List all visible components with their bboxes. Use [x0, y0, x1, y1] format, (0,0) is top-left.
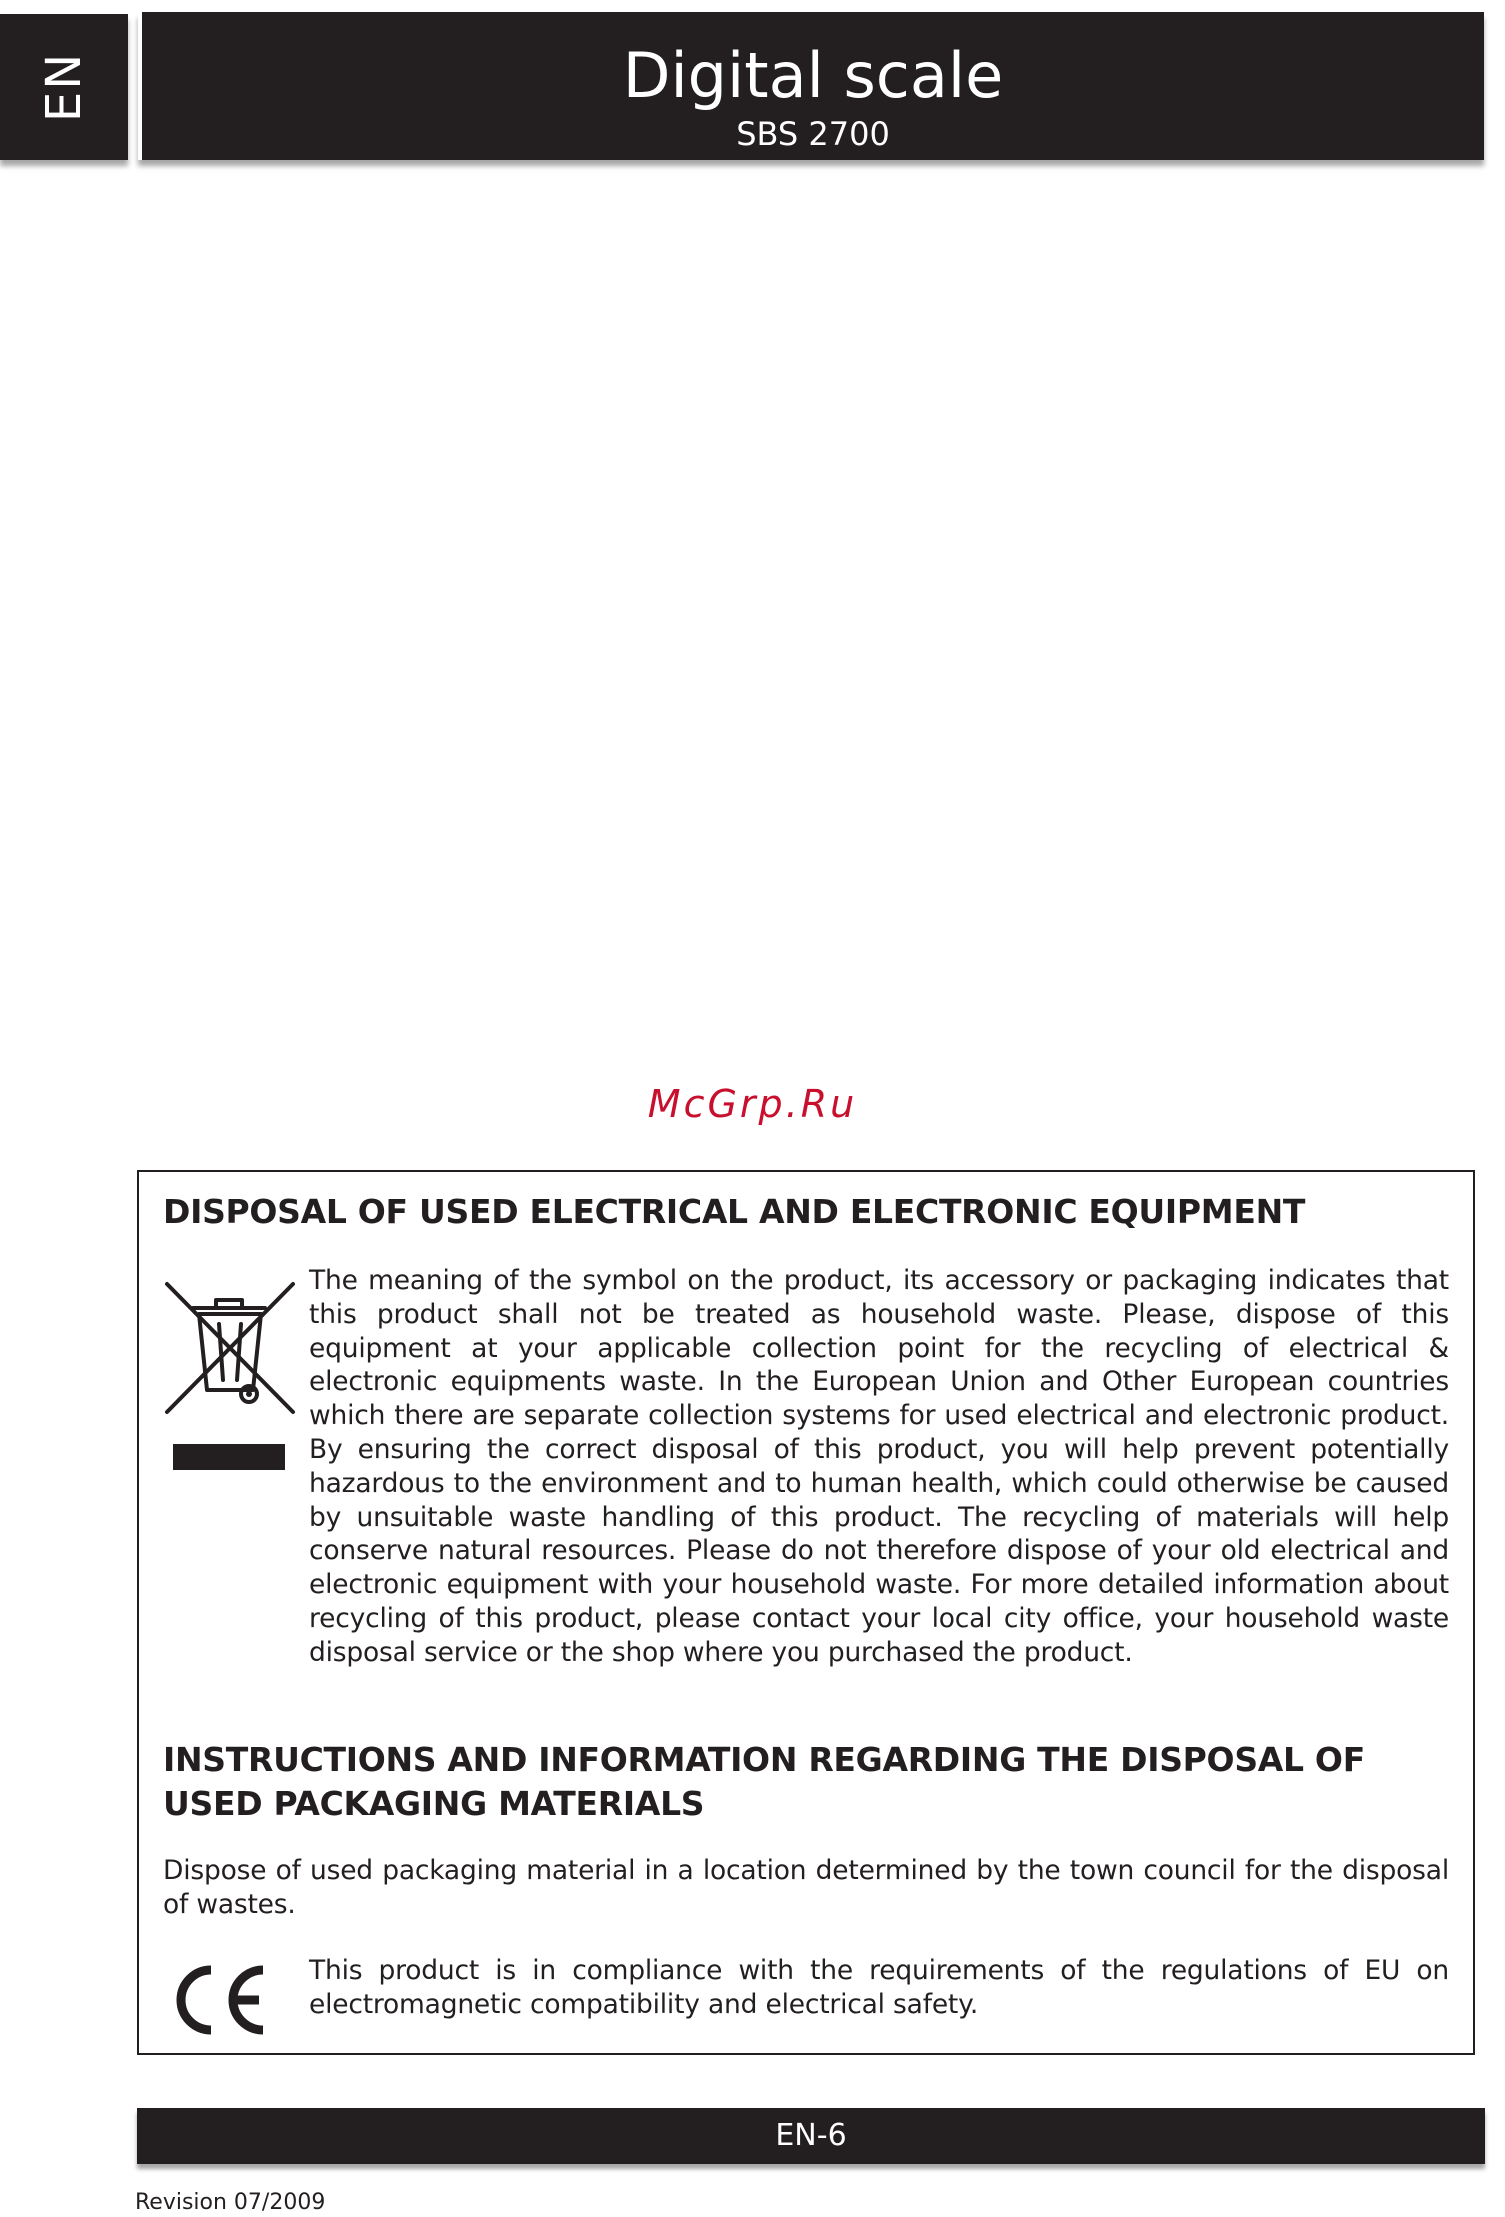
packaging-text: Dispose of used packaging material in a location determined by the town council for the disposal of wastes. [163, 1855, 1449, 1920]
footer-bar [137, 2108, 1485, 2164]
model-number: SBS 2700 [736, 115, 890, 153]
page-number: EN-6 [775, 2118, 847, 2153]
title-bar [138, 12, 1484, 160]
page-title: Digital scale [622, 39, 1004, 112]
weee-text: The meaning of the symbol on the product, its accessory or packaging indicates that this product shall not be treated as household waste. Please, dispose of this equipment at your applicable collection point for the recycling of electrical & electronic equipments waste. In the European Union and Other European countries which there are separate collection systems for used electrical and electronic product. By ensuring the correct disposal of this product, you will help prevent potentially hazardous to the environment and to human health, which could otherwise be caused by unsuitable waste handling of this product. The recycling of materials will help conserve natural resources. Please do not therefore dispose of your old electrical and electronic equipment with your household waste. For more detailed information about recycling of this product, please contact your local city office, your household waste disposal service or the shop where you purchased the product. [309, 1265, 1449, 1668]
disposal-info-box [137, 1170, 1475, 2055]
language-code: EN [36, 51, 92, 123]
watermark-text: McGrp.Ru [647, 1082, 858, 1126]
crossed-out-wheelie-bin-icon [161, 1272, 297, 1472]
language-tab [0, 14, 128, 160]
packaging-heading: INSTRUCTIONS AND INFORMATION REGARDING THE DISPOSAL OF USED PACKAGING MATERIALS [163, 1740, 1365, 1823]
revision-label: Revision 07/2009 [135, 2190, 326, 2215]
weee-heading: DISPOSAL OF USED ELECTRICAL AND ELECTRONIC EQUIPMENT [163, 1192, 1306, 1231]
ce-mark-icon [167, 1962, 267, 2038]
ce-compliance-text: This product is in compliance with the requirements of the regulations of EU on electromagnetic compatibility and electrical safety. [309, 1955, 1449, 2020]
